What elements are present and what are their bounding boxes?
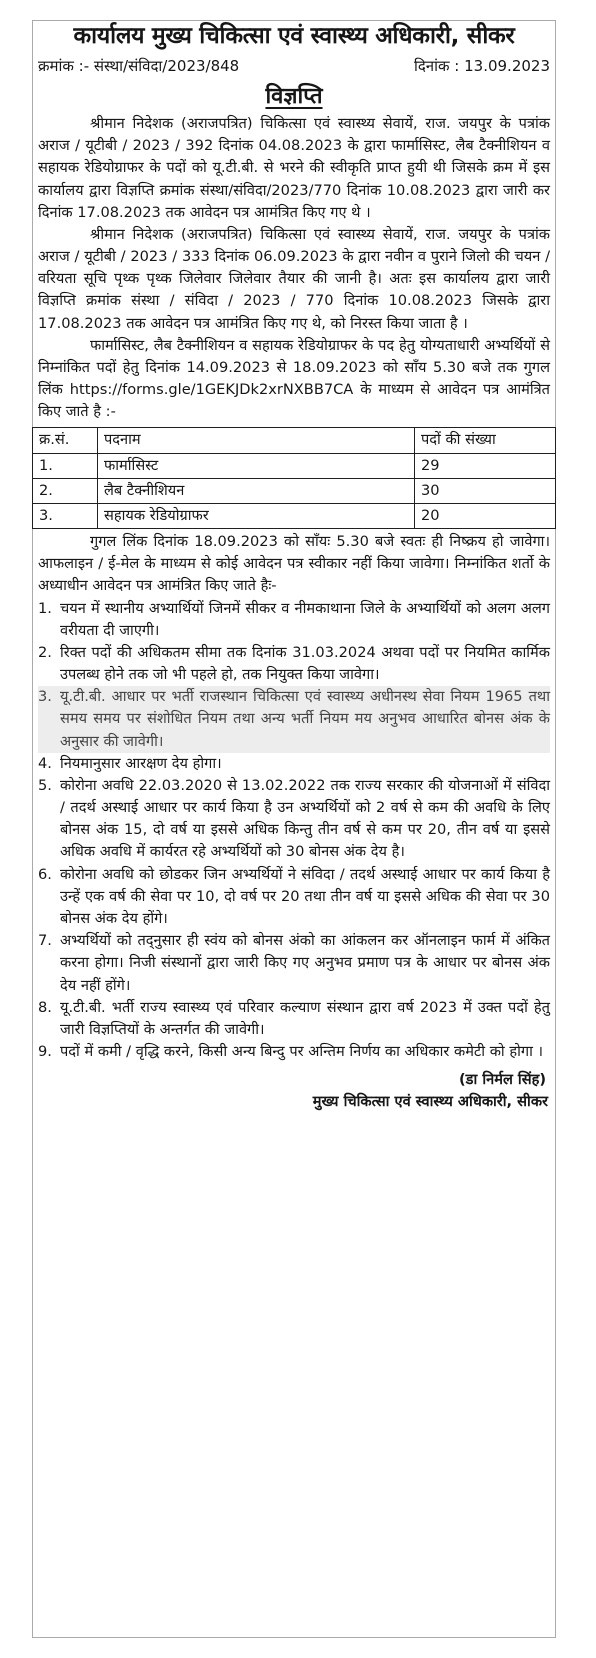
condition-text: कोरोना अवधि 22.03.2020 से 13.02.2022 तक राज्य सरकार की योजनाओं में संविदा / तदर्थ अस्थाई आधार पर कार्य किया है उन अभ्यर्थियों को 2 वर्ष से कम की अवधि के लिए बोनस अंक 15, दो वर्ष या इससे अधिक किन्तु तीन वर्ष से कम पर 20, तीन वर्ष या इससे अधिक अवधि में कार्यरत रहे अभ्यर्थियों को 30 बोनस अंक देय है। [60, 776, 550, 861]
condition-item [38, 997, 550, 1041]
condition-text: यू.टी.बी. आधार पर भर्ती राजस्थान चिकित्सा एवं स्वास्थ्य अधीनस्थ सेवा नियम 1965 तथा समय समय पर संशोधित नियम तथा अन्य भर्ती नियम मय अनुभव आधारित बोनस अंक के अनुसार की जावेगी। [60, 688, 550, 750]
condition-item [38, 686, 550, 753]
row-post-name: लैब टैक्नीशियन [98, 478, 415, 503]
condition-number: 8. [38, 998, 52, 1016]
condition-item [38, 753, 550, 775]
row-post-count: 20 [415, 503, 556, 528]
posts-table [32, 427, 556, 529]
notice-heading: विज्ञप्ति [265, 83, 323, 109]
table-row [33, 478, 556, 503]
condition-text: नियमानुसार आरक्षण देय होगा। [60, 754, 222, 772]
condition-text: रिक्त पदों की अधिकतम सीमा तक दिनांक 31.03.2024 अथवा पदों पर नियमित कार्मिक उपलब्ध होने तक जो भी पहले हो, तक नियुक्त किया जावेगा। [60, 643, 550, 684]
condition-number: 6. [38, 865, 52, 883]
row-post-count: 30 [415, 478, 556, 503]
condition-number: 9. [38, 1043, 52, 1061]
condition-text: पदों में कमी / वृद्धि करने, किसी अन्य बिन्दु पर अन्तिम निर्णय का अधिकार कमेटी को होगा । [60, 1043, 544, 1061]
row-serial: 2. [33, 478, 98, 503]
condition-text: चयन में स्थानीय अभ्यार्थियों जिनमें सीकर व नीमकाथाना जिले के अभ्यार्थियों को अलग अलग वरीयता दी जाएगी। [60, 599, 550, 639]
row-serial: 1. [33, 453, 98, 478]
condition-item [38, 930, 550, 997]
office-title: कार्यालय मुख्य चिकित्सा एवं स्वास्थ्य अधिकारी, सीकर [73, 23, 515, 49]
row-post-name: फार्मासिस्ट [98, 453, 415, 478]
reference-line [38, 55, 550, 78]
condition-number: 5. [38, 776, 52, 794]
condition-number: 3. [38, 688, 52, 706]
condition-text: यू.टी.बी. भर्ती राज्य स्वास्थ्य एवं परिवार कल्याण संस्थान द्वारा वर्ष 2023 में उक्त पदों हेतु जारी विज्ञप्तियों के अन्तर्गत की जावेगी। [60, 998, 550, 1038]
condition-item [38, 1041, 550, 1063]
header-post-name: पदनाम [98, 428, 415, 453]
row-post-count: 29 [415, 453, 556, 478]
condition-number: 7. [38, 932, 52, 950]
signatory-designation: मुख्य चिकित्सा एवं स्वास्थ्य अधिकारी, सीकर [312, 1093, 548, 1111]
condition-item [38, 864, 550, 931]
condition-item [38, 775, 550, 864]
row-serial: 3. [33, 503, 98, 528]
condition-item [38, 598, 550, 642]
notice-date: दिनांक : 13.09.2023 [413, 56, 550, 75]
condition-number: 2. [38, 643, 52, 661]
paragraph-3-start: फार्मासिस्ट, लैब टैक्नीशियन व सहायक रेडियोग्राफर के पद हेतु योग्यताधारी अभ्यर्थियों से निम्नांकित पदों हेतु दिनांक 14.09.2023 से 18.09.2023 को साँय 5.30 बजे तक गुगल लिंक [38, 336, 550, 399]
row-post-name: सहायक रेडियोग्राफर [98, 503, 415, 528]
paragraph-4: गुगल लिंक दिनांक 18.09.2023 को साँयः 5.30 बजे स्वतः ही निष्क्रय हो जावेगा। आफलाइन / ई-मेल के माध्यम से कोई आवेदन पत्र स्वीकार नहीं किया जावेगा। निम्नांकित शर्तो के अध्याधीन आवेदन पत्र आमंत्रित किए जाते हैः- [38, 533, 550, 595]
condition-text: कोरोना अवधि को छोडकर जिन अभ्यर्थियों ने संविदा / तदर्थ अस्थाई आधार पर कार्य किया है उन्हें एक वर्ष की सेवा पर 10, दो वर्ष पर 20 तथा तीन वर्ष या इससे अधिक की सेवा पर 30 बोनस अंक देय होंगे। [60, 865, 550, 927]
table-row [33, 503, 556, 528]
paragraph-1: श्रीमान निदेशक (अराजपत्रित) चिकित्सा एवं स्वास्थ्य सेवायें, राज. जयपुर के पत्रांक अराज / यूटीबी / 2023 / 392 दिनांक 04.08.2023 के द्वारा फार्मासिस्ट, लैब टैक्नीशियन व सहायक रेडियोग्राफर के पदों को यू.टी.बी. से भरने की स्वीकृति प्राप्त हुयी थी जिसके क्रम में इस कार्यालय द्वारा विज्ञप्ति क्रमांक संस्था/संविदा/2023/770 दिनांक 10.08.2023 द्वारा जारी कर दिनांक 17.08.2023 तक आवेदन पत्र आमंत्रित किए गए थे । [38, 114, 550, 221]
reference-number: क्रमांक :- संस्था/संविदा/2023/848 [38, 56, 240, 75]
paragraph-3-end: के माध्यम से आवेदन पत्र आमंत्रित किए जाते है :- [38, 381, 550, 421]
header-post-count: पदों की संख्या [415, 428, 556, 453]
condition-item [38, 642, 550, 686]
condition-text: अभ्यर्थियों को तद्‌नुसार ही स्वंय को बोनस अंको का आंकलन कर ऑनलाइन फार्म में अंकित करना होगा। निजी संस्थानों द्वारा जारी किए गए अनुभव प्रमाण पत्र के आधार पर बोनस अंक देय नहीं होंगे। [60, 932, 550, 994]
paragraph-2: श्रीमान निदेशक (अराजपत्रित) चिकित्सा एवं स्वास्थ्य सेवायें, राज. जयपुर के पत्रांक अराज / यूटीबी / 2023 / 333 दिनांक 06.09.2023 के द्वारा नवीन व पुराने जिलो की चयन / वरियता सूचि पृथ्क पृथ्क जिलेवार जिलेवार तैयार की जानी है। अतः इस कार्यालय द्वारा जारी विज्ञप्ति क्रमांक संस्था / संविदा / 2023 / 770 दिनांक 10.08.2023 जिसके द्वारा 17.08.2023 तक आवेदन पत्र आमंत्रित किए गए थे, को निरस्त किया जाता है । [38, 225, 550, 332]
paragraph-3 [38, 335, 550, 424]
signatory-name: (डा निर्मल सिंह) [459, 1071, 546, 1089]
condition-number: 4. [38, 754, 52, 772]
condition-number: 1. [38, 599, 52, 617]
table-header-row [33, 428, 556, 453]
notice-content [32, 0, 556, 1114]
header-serial: क्र.सं. [33, 428, 98, 453]
table-row [33, 453, 556, 478]
google-form-link[interactable]: https://forms.gle/1GEKJDk2xrNXBB7CA [69, 381, 354, 399]
